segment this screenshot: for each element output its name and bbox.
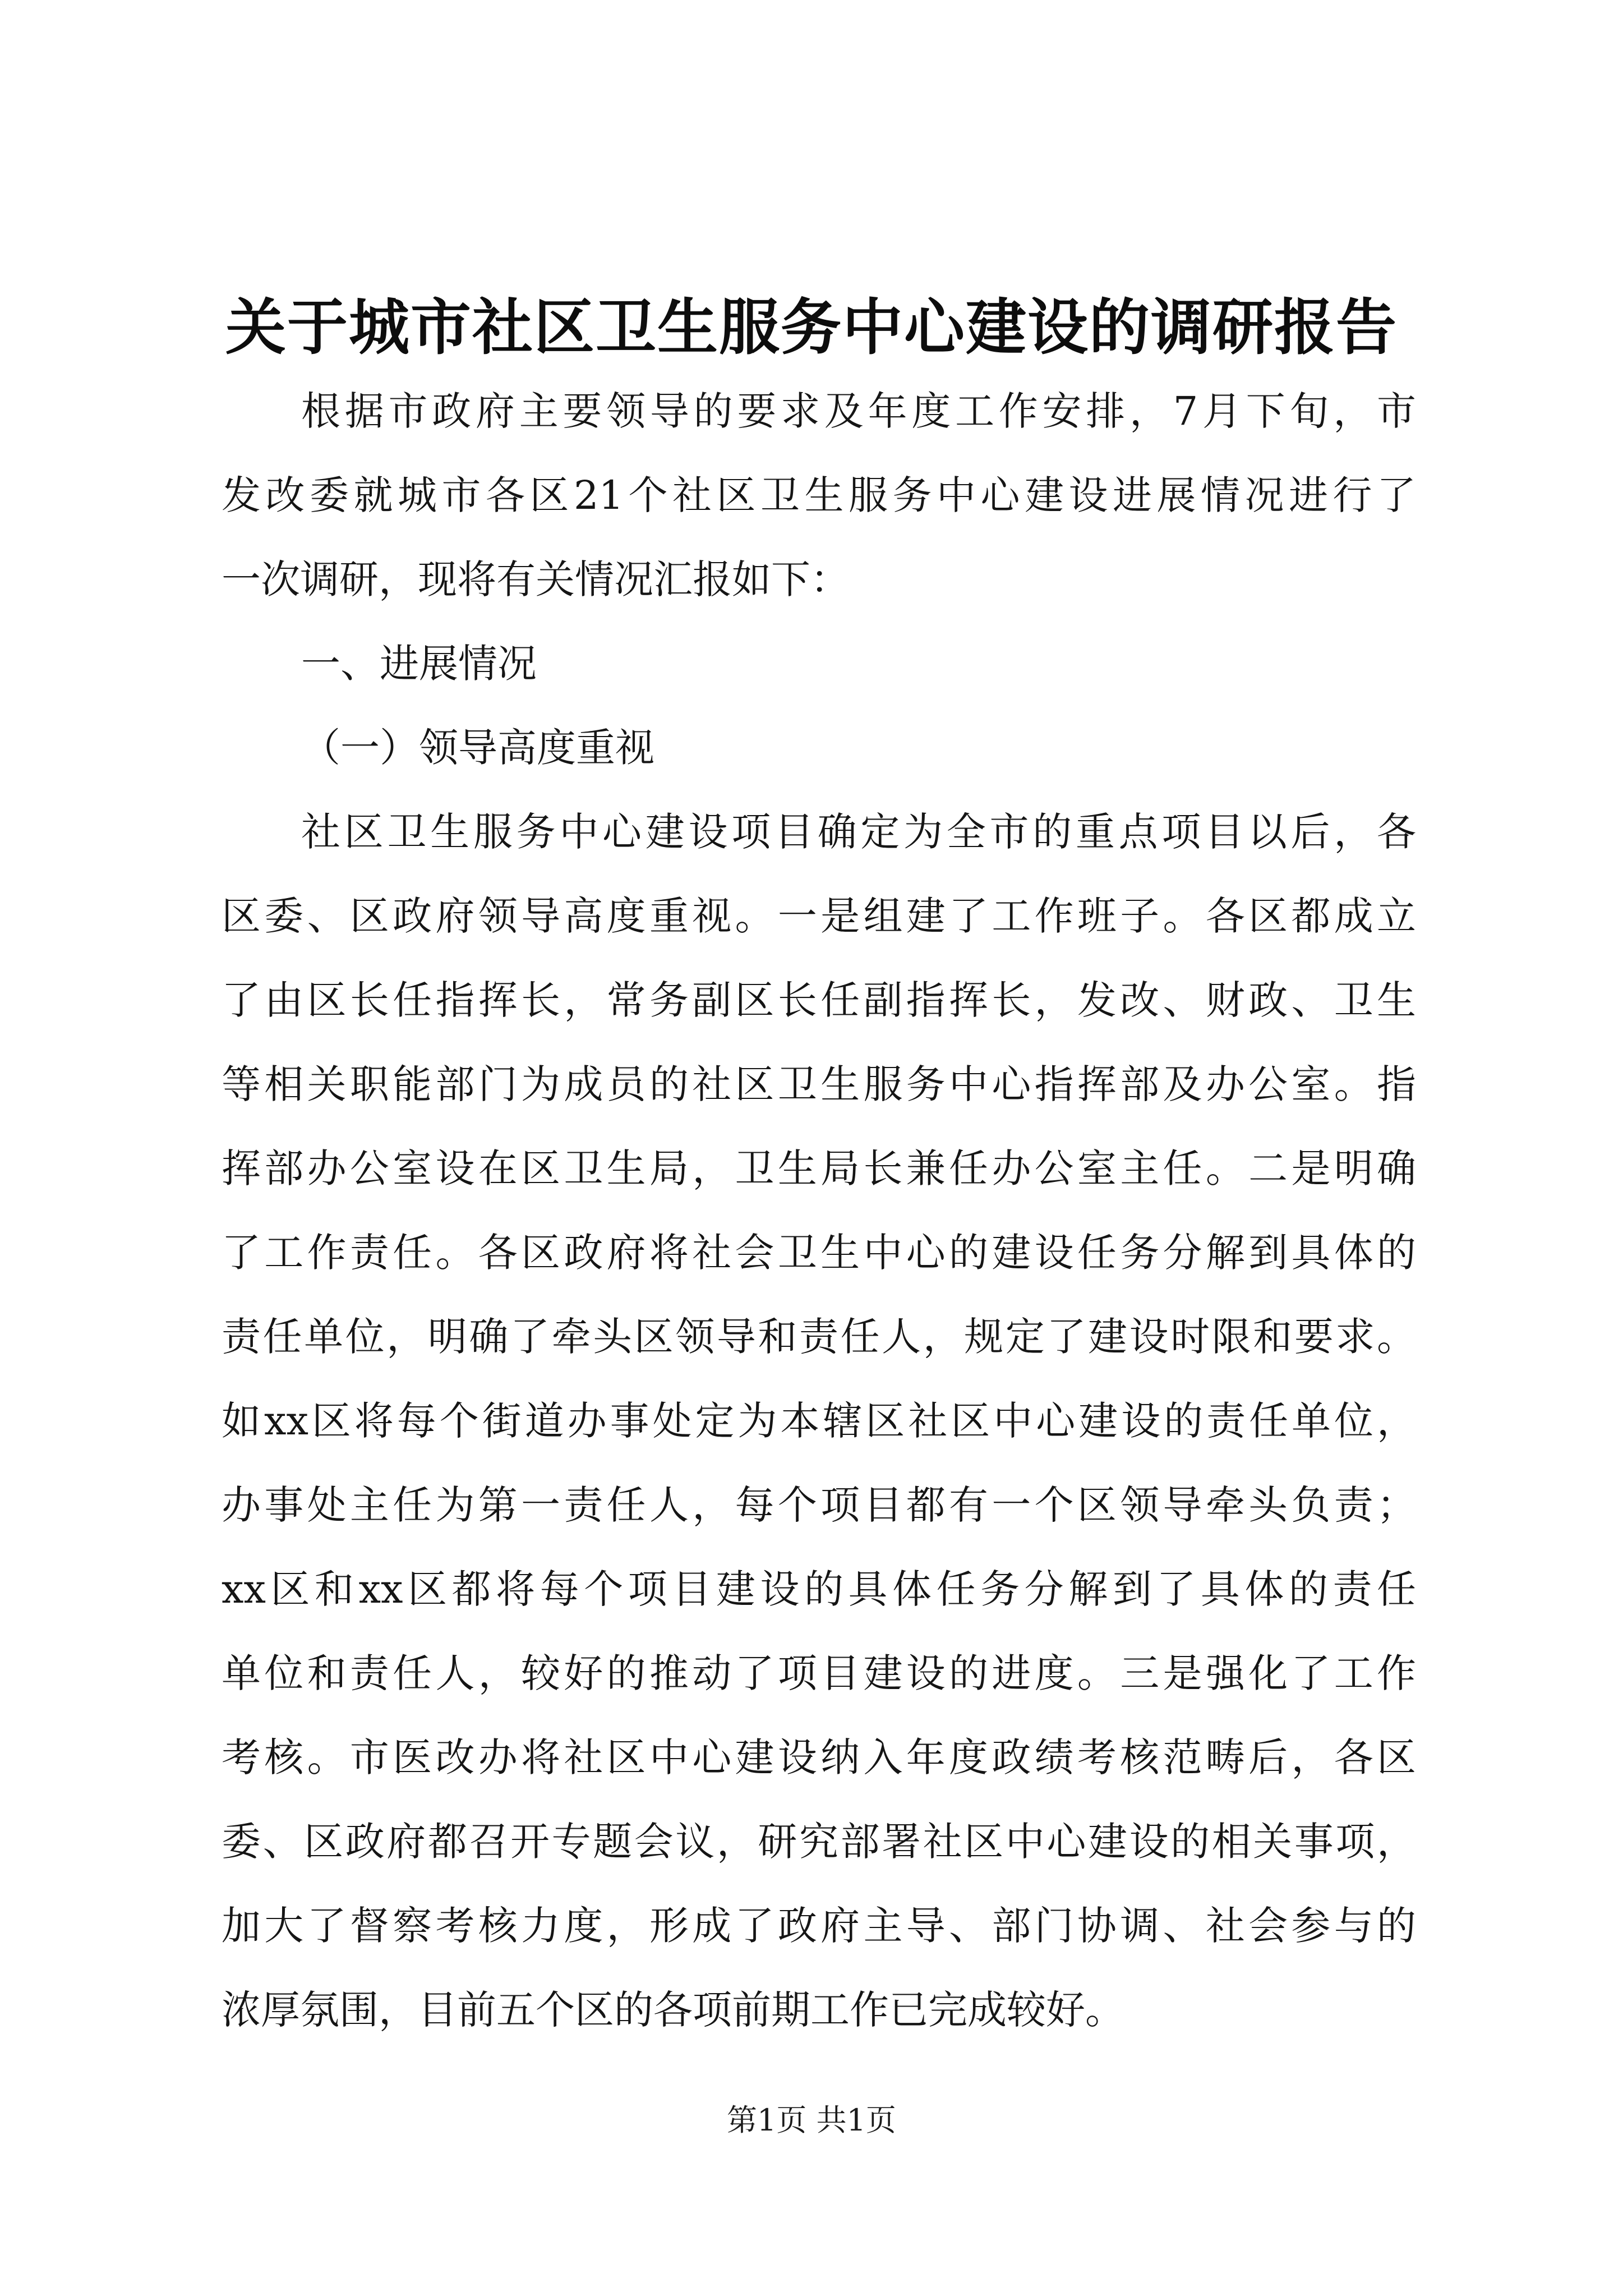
paragraph-line: 单位和责任人，较好的推动了项目建设的进度。三是强化了工作	[222, 1650, 1416, 1696]
document-title: 关于城市社区卫生服务中心建设的调研报告	[225, 293, 1398, 363]
paragraph-line: 浓厚氛围，目前五个区的各项前期工作已完成较好。	[222, 1987, 1124, 2033]
paragraph-line: 发改委就城市各区21个社区卫生服务中心建设进展情况进行了	[222, 472, 1416, 518]
paragraph-line: 挥部办公室设在区卫生局，卫生局长兼任办公室主任。二是明确	[222, 1145, 1416, 1191]
paragraph-line: 社区卫生服务中心建设项目确定为全市的重点项目以后，各	[301, 809, 1416, 855]
paragraph-line: 办事处主任为第一责任人，每个项目都有一个区领导牵头负责；	[222, 1482, 1416, 1528]
page-number-footer: 第1页 共1页	[727, 2102, 896, 2138]
paragraph-line: 区委、区政府领导高度重视。一是组建了工作班子。各区都成立	[222, 893, 1416, 939]
paragraph-line: xx区和xx区都将每个项目建设的具体任务分解到了具体的责任	[222, 1566, 1416, 1612]
paragraph-line: 了工作责任。各区政府将社会卫生中心的建设任务分解到具体的	[222, 1230, 1416, 1276]
subsection-heading: （一）领导高度重视	[301, 725, 654, 771]
paragraph-line: 一次调研，现将有关情况汇报如下：	[222, 556, 850, 602]
paragraph-line: 考核。市医改办将社区中心建设纳入年度政绩考核范畴后，各区	[222, 1734, 1416, 1780]
paragraph-line: 根据市政府主要领导的要求及年度工作安排，7月下旬，市	[301, 388, 1416, 434]
paragraph-line: 了由区长任指挥长，常务副区长任副指挥长，发改、财政、卫生	[222, 977, 1416, 1023]
paragraph-line: 等相关职能部门为成员的社区卫生服务中心指挥部及办公室。指	[222, 1061, 1416, 1107]
paragraph-line: 委、区政府都召开专题会议，研究部署社区中心建设的相关事项，	[222, 1819, 1416, 1865]
paragraph-line: 如xx区将每个街道办事处定为本辖区社区中心建设的责任单位，	[222, 1398, 1416, 1444]
section-heading: 一、进展情况	[301, 641, 537, 687]
paragraph-line: 责任单位，明确了牵头区领导和责任人，规定了建设时限和要求。	[222, 1314, 1416, 1360]
paragraph-line: 加大了督察考核力度，形成了政府主导、部门协调、社会参与的	[222, 1903, 1416, 1949]
